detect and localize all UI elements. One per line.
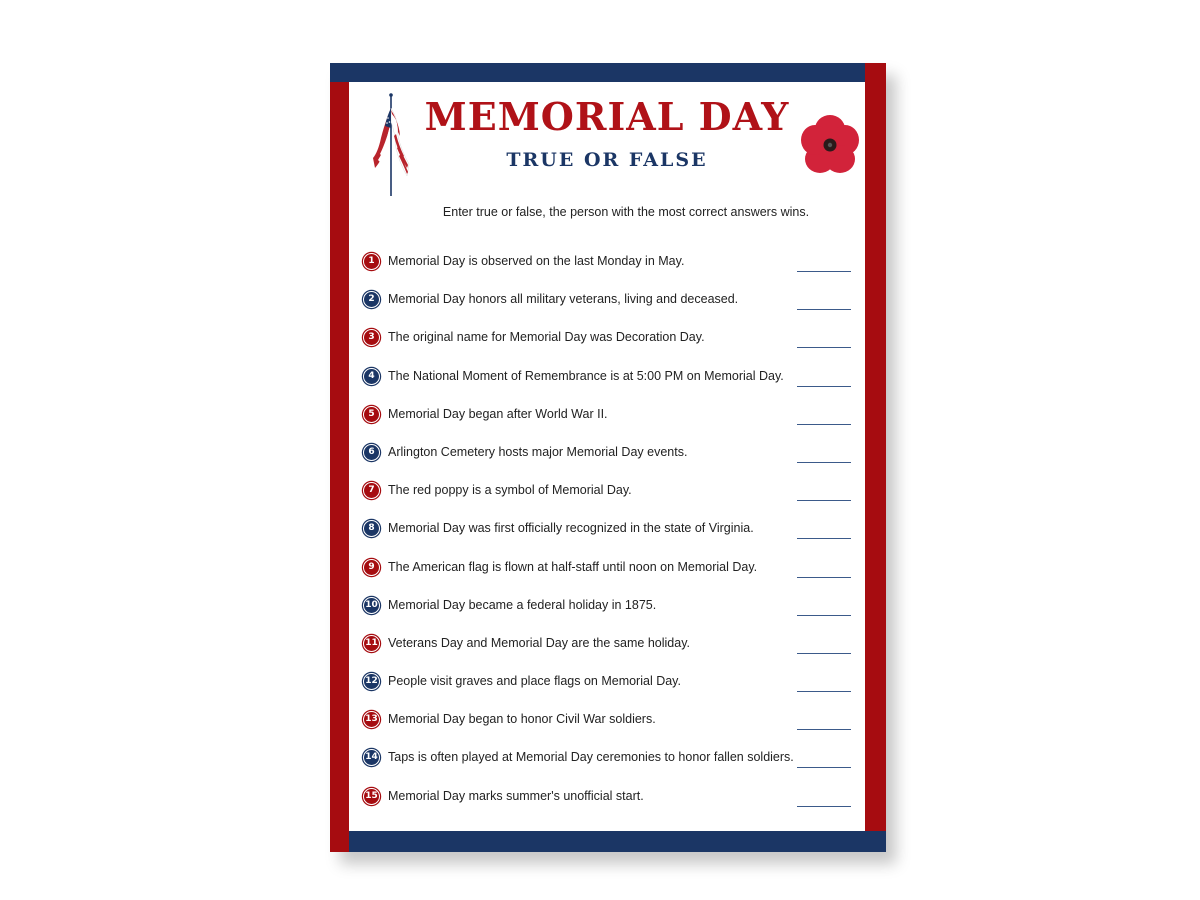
worksheet-content [349, 82, 865, 831]
question-text: Veterans Day and Memorial Day are the same holiday. [388, 635, 691, 650]
question-list [363, 253, 853, 826]
question-number-badge: 5 [363, 406, 380, 423]
answer-blank-line[interactable] [797, 462, 851, 463]
answer-blank-line[interactable] [797, 806, 851, 807]
border-top-navy [330, 63, 865, 82]
question-text: Arlington Cemetery hosts major Memorial Day events. [388, 444, 688, 459]
answer-blank-line[interactable] [797, 691, 851, 692]
question-number-badge: 10 [363, 597, 380, 614]
question-row [363, 444, 853, 482]
question-number-badge: 4 [363, 368, 380, 385]
answer-blank-line[interactable] [797, 424, 851, 425]
answer-blank-line[interactable] [797, 386, 851, 387]
question-text: Memorial Day is observed on the last Monday in May. [388, 254, 685, 268]
question-text: Memorial Day began to honor Civil War soldiers. [388, 712, 656, 727]
question-row [363, 559, 853, 597]
question-text: Memorial Day became a federal holiday in 1875. [388, 597, 657, 612]
answer-blank-line[interactable] [797, 729, 851, 730]
question-text: Taps is often played at Memorial Day ceremonies to honor fallen soldiers. [388, 750, 794, 765]
question-row [363, 597, 853, 635]
question-row [363, 482, 853, 520]
border-bottom-navy [349, 831, 886, 852]
answer-blank-line[interactable] [797, 577, 851, 578]
question-row [363, 368, 853, 406]
poppy-flower-icon [798, 113, 862, 177]
question-number-badge: 14 [363, 749, 380, 766]
answer-blank-line[interactable] [797, 653, 851, 654]
question-text: Memorial Day marks summer's unofficial start. [388, 788, 644, 803]
question-number-badge: 6 [363, 444, 380, 461]
question-row [363, 749, 853, 787]
question-row [363, 788, 853, 826]
answer-blank-line[interactable] [797, 309, 851, 310]
question-row [363, 406, 853, 444]
border-left-red [330, 82, 349, 852]
answer-blank-line[interactable] [797, 615, 851, 616]
answer-blank-line[interactable] [797, 271, 851, 272]
question-row [363, 635, 853, 673]
question-text: People visit graves and place flags on Memorial Day. [388, 674, 681, 689]
question-number-badge: 13 [363, 711, 380, 728]
answer-blank-line[interactable] [797, 767, 851, 768]
question-text: Memorial Day began after World War II. [388, 406, 608, 421]
question-number-badge: 7 [363, 482, 380, 499]
question-row [363, 253, 853, 291]
question-number-badge: 3 [363, 329, 380, 346]
question-row [363, 520, 853, 558]
question-number-badge: 12 [363, 673, 380, 690]
question-text: Memorial Day honors all military veterans, living and deceased. [388, 292, 739, 307]
border-right-red [865, 63, 886, 831]
question-number-badge: 8 [363, 520, 380, 537]
question-row [363, 711, 853, 749]
page-title: MEMORIAL DAY [424, 94, 790, 139]
question-text: The red poppy is a symbol of Memorial Day. [388, 483, 632, 498]
question-number-badge: 2 [363, 291, 380, 308]
question-number-badge: 15 [363, 788, 380, 805]
question-text: The American flag is flown at half-staff until noon on Memorial Day. [388, 559, 758, 574]
question-row [363, 673, 853, 711]
question-number-badge: 9 [363, 559, 380, 576]
question-text: The original name for Memorial Day was Decoration Day. [388, 330, 705, 345]
question-number-badge: 11 [363, 635, 380, 652]
question-row [363, 329, 853, 367]
question-text: Memorial Day was first officially recognized in the state of Virginia. [388, 521, 754, 536]
answer-blank-line[interactable] [797, 347, 851, 348]
answer-blank-line[interactable] [797, 500, 851, 501]
question-row [363, 291, 853, 329]
question-text: The National Moment of Remembrance is at 5:00 PM on Memorial Day. [388, 368, 784, 383]
worksheet-page [330, 63, 886, 852]
answer-blank-line[interactable] [797, 538, 851, 539]
instructions-text: Enter true or false, the person with the most correct answers wins. [442, 205, 810, 219]
question-number-badge: 1 [363, 253, 380, 270]
page-subtitle: TRUE OR FALSE [506, 149, 708, 171]
